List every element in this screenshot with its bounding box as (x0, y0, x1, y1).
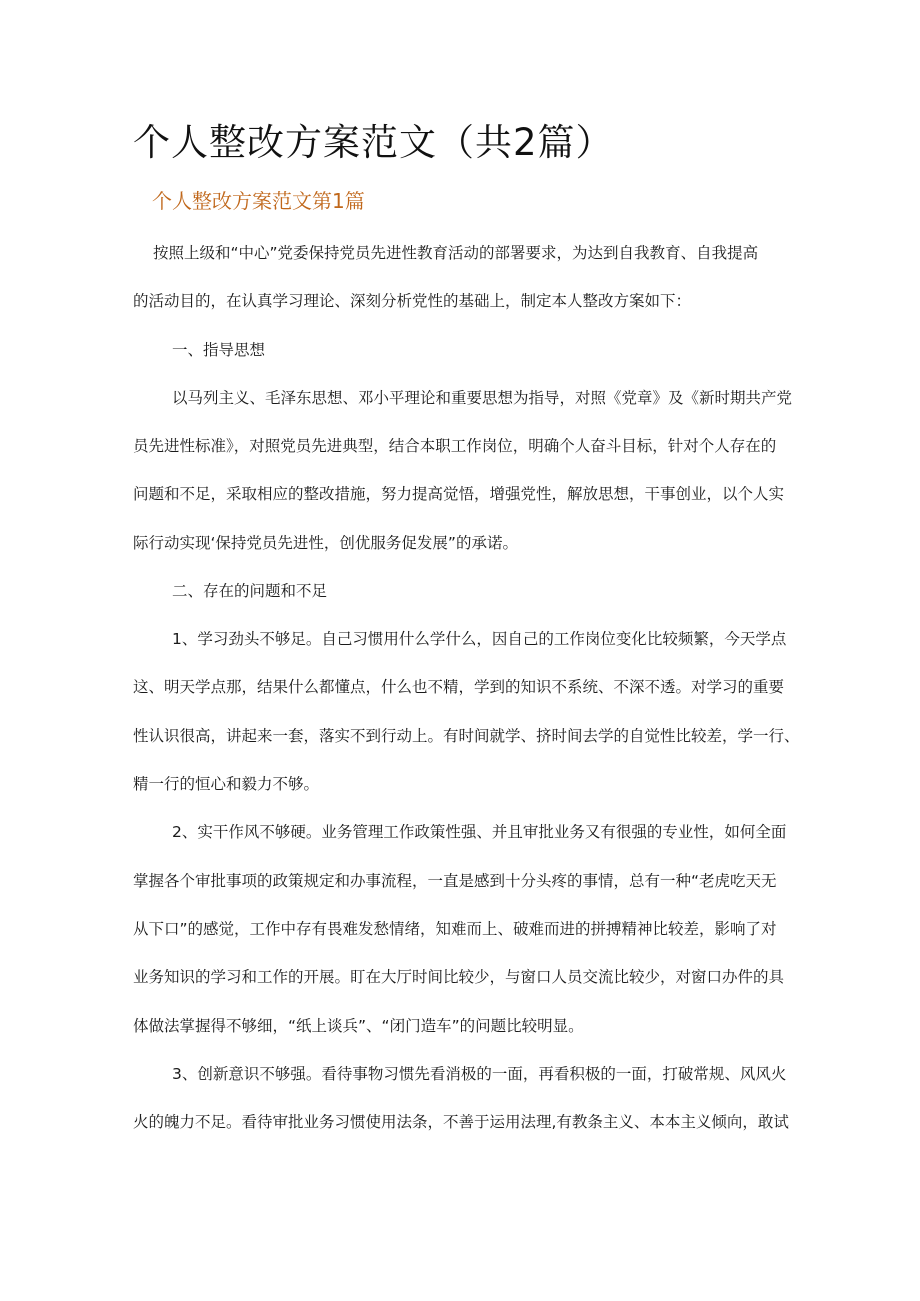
section-subheading: 二、存在的问题和不足 (172, 582, 328, 600)
paragraph-line: 性认识很高，讲起来一套，落实不到行动上。有时间就学、挤时间去学的自觉性比较差，学一行、 (133, 727, 800, 745)
paragraph-line: 3、创新意识不够强。看待事物习惯先看消极的一面，再看积极的一面，打破常规、风风火 (172, 1065, 787, 1083)
paragraph-line: 问题和不足，采取相应的整改措施，努力提高觉悟，增强党性，解放思想，干事创业，以个人实 (133, 485, 785, 503)
paragraph-line: 1、学习劲头不够足。自己习惯用什么学什么，因自己的工作岗位变化比较频繁，今天学点 (172, 630, 787, 648)
paragraph-line: 从下口”的感觉，工作中存有畏难发愁情绪，知难而上、破难而进的拼搏精神比较差，影响了对 (133, 920, 777, 938)
paragraph-line: 的活动目的，在认真学习理论、深刻分析党性的基础上，制定本人整改方案如下： (133, 292, 692, 310)
paragraph-line: 体做法掌握得不够细，“纸上谈兵”、“闭门造车”的问题比较明显。 (133, 1017, 584, 1035)
section-subheading: 一、指导思想 (172, 341, 266, 359)
paragraph-line: 际行动实现‘保持党员先进性，创优服务促发展”的承诺。 (133, 534, 518, 552)
paragraph-line: 火的魄力不足。看待审批业务习惯使用法条，不善于运用法理,有教条主义、本本主义倾向，敢试 (133, 1113, 789, 1131)
paragraph-line: 精一行的恒心和毅力不够。 (133, 775, 320, 793)
section-heading: 个人整改方案范文第1篇 (152, 189, 365, 213)
paragraph-line: 员先进性标准》，对照党员先进典型，结合本职工作岗位，明确个人奋斗目标，针对个人存在的 (133, 437, 777, 455)
paragraph-line: 2、实干作风不够硬。业务管理工作政策性强、并且审批业务又有很强的专业性，如何全面 (172, 823, 787, 841)
paragraph-line: 以马列主义、毛泽东思想、邓小平理论和重要思想为指导，对照《党章》及《新时期共产党 (172, 389, 793, 407)
paragraph-line: 按照上级和“中心”党委保持党员先进性教育活动的部署要求，为达到自我教育、自我提高 (153, 244, 759, 262)
paragraph-line: 掌握各个审批事项的政策规定和办事流程，一直是感到十分头疼的事情，总有一种“老虎吃天无 (133, 872, 777, 890)
paragraph-line: 业务知识的学习和工作的开展。盯在大厅时间比较少，与窗口人员交流比较少，对窗口办件的具 (133, 968, 785, 986)
document-title: 个人整改方案范文（共2篇） (133, 121, 614, 164)
paragraph-line: 这、明天学点那，结果什么都懂点，什么也不精，学到的知识不系统、不深不透。对学习的重要 (133, 678, 785, 696)
